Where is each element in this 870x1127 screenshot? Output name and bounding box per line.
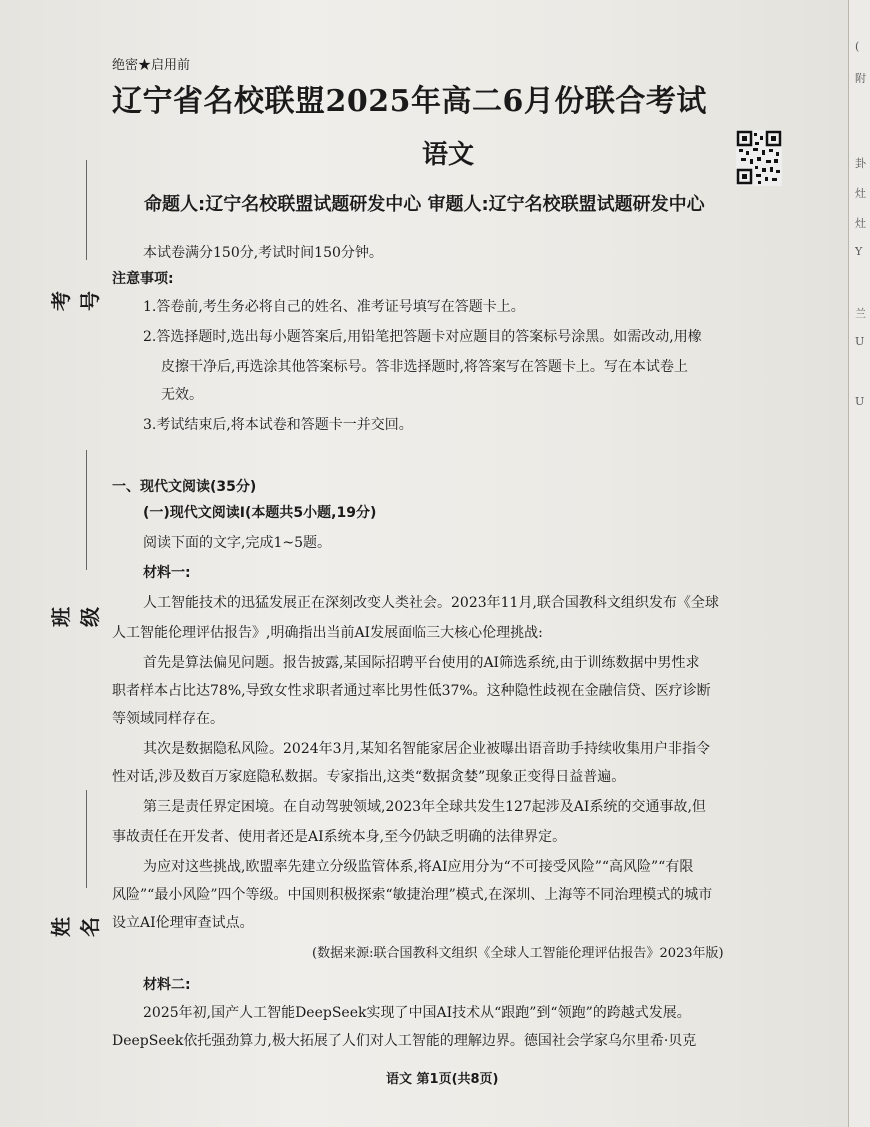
score-info: 本试卷满分150分,考试时间150分钟。 <box>143 245 383 261</box>
section-heading: 一、现代文阅读(35分) <box>112 479 257 495</box>
confidential-mark: 绝密★启用前 <box>112 58 191 73</box>
paragraph-line: 第三是责任界定困境。在自动驾驶领域,2023年全球共发生127起涉及AI系统的交通事故,但 <box>143 799 706 815</box>
material2-label: 材料二: <box>143 977 191 993</box>
paragraph-line: 为应对这些挑战,欧盟率先建立分级监管体系,将AI应用分为“不可接受风险”“高风险”“有限 <box>143 859 694 875</box>
data-source: (数据来源:联合国教科文组织《全球人工智能伦理评估报告》2023年版) <box>312 946 724 961</box>
edge-char: Y <box>855 245 863 258</box>
page-footer: 语文 第1页(共8页) <box>386 1072 499 1087</box>
paragraph-line: 其次是数据隐私风险。2024年3月,某知名智能家居企业被曝出语音助手持续收集用户非指令 <box>143 741 710 757</box>
note-item: 3.考试结束后,将本试卷和答题卡一并交回。 <box>143 417 413 433</box>
exam-number-line <box>86 160 87 260</box>
side-label-class: 班级 <box>49 607 102 627</box>
edge-char: 附 <box>855 72 866 85</box>
paragraph-line: 人工智能技术的迅猛发展正在深刻改变人类社会。2023年11月,联合国教科文组织发布《全球 <box>143 595 719 611</box>
exam-title: 辽宁省名校联盟2025年高二6月份联合考试 <box>112 84 707 119</box>
edge-char: 卦 <box>855 157 866 170</box>
side-label-name: 姓名 <box>49 917 102 937</box>
class-line <box>86 450 87 570</box>
material1-label: 材料一: <box>143 565 191 581</box>
subject-title: 语文 <box>422 140 475 170</box>
paragraph-line: 性对话,涉及数百万家庭隐私数据。专家指出,这类“数据贪婪”现象正变得日益普遍。 <box>112 769 626 785</box>
note-item: 无效。 <box>161 387 203 403</box>
next-page-edge <box>848 0 870 1127</box>
paragraph-line: 职者样本占比达78%,导致女性求职者通过率比男性低37%。这种隐性歧视在金融信贷、医疗诊断 <box>112 683 711 699</box>
note-item: 皮擦干净后,再选涂其他答案标号。答非选择题时,将答案写在答题卡上。写在本试卷上 <box>161 359 688 375</box>
paragraph-line: 设立AI伦理审查试点。 <box>112 915 254 931</box>
paragraph-line: 等领域同样存在。 <box>112 711 224 727</box>
instruction: 阅读下面的文字,完成1~5题。 <box>143 535 331 551</box>
paragraph-line: 事故责任在开发者、使用者还是AI系统本身,至今仍缺乏明确的法律界定。 <box>112 829 567 845</box>
side-label-exam-number: 考号 <box>49 291 102 311</box>
authors-line: 命题人:辽宁名校联盟试题研发中心 审题人:辽宁名校联盟试题研发中心 <box>144 194 705 215</box>
name-line <box>86 790 87 888</box>
paragraph-line: 首先是算法偏见问题。报告披露,某国际招聘平台使用的AI筛选系统,由于训练数据中男性求 <box>143 655 700 671</box>
edge-char: U <box>855 395 865 408</box>
note-item: 1.答卷前,考生务必将自己的姓名、准考证号填写在答题卡上。 <box>143 299 525 315</box>
edge-char: 灶 <box>855 217 866 230</box>
edge-char: 兰 <box>855 307 866 320</box>
paragraph-line: DeepSeek依托强劲算力,极大拓展了人们对人工智能的理解边界。德国社会学家乌尔里希·贝克 <box>112 1033 697 1049</box>
paragraph-line: 风险”“最小风险”四个等级。中国则积极探索“敏捷治理”模式,在深圳、上海等不同治理模式的城市 <box>112 887 713 903</box>
note-item: 2.答选择题时,选出每小题答案后,用铅笔把答题卡对应题目的答案标号涂黑。如需改动,用橡 <box>143 329 702 345</box>
edge-char: ( <box>855 40 860 53</box>
edge-char: U <box>855 335 865 348</box>
sub-heading: (一)现代文阅读Ⅰ(本题共5小题,19分) <box>143 505 377 521</box>
edge-char: 灶 <box>855 187 866 200</box>
paragraph-line: 2025年初,国产人工智能DeepSeek实现了中国AI技术从“跟跑”到“领跑”的跨越式发展。 <box>143 1005 691 1021</box>
qr-code-icon <box>736 130 782 186</box>
paragraph-line: 人工智能伦理评估报告》,明确指出当前AI发展面临三大核心伦理挑战: <box>112 625 543 641</box>
notes-title: 注意事项: <box>112 271 174 287</box>
